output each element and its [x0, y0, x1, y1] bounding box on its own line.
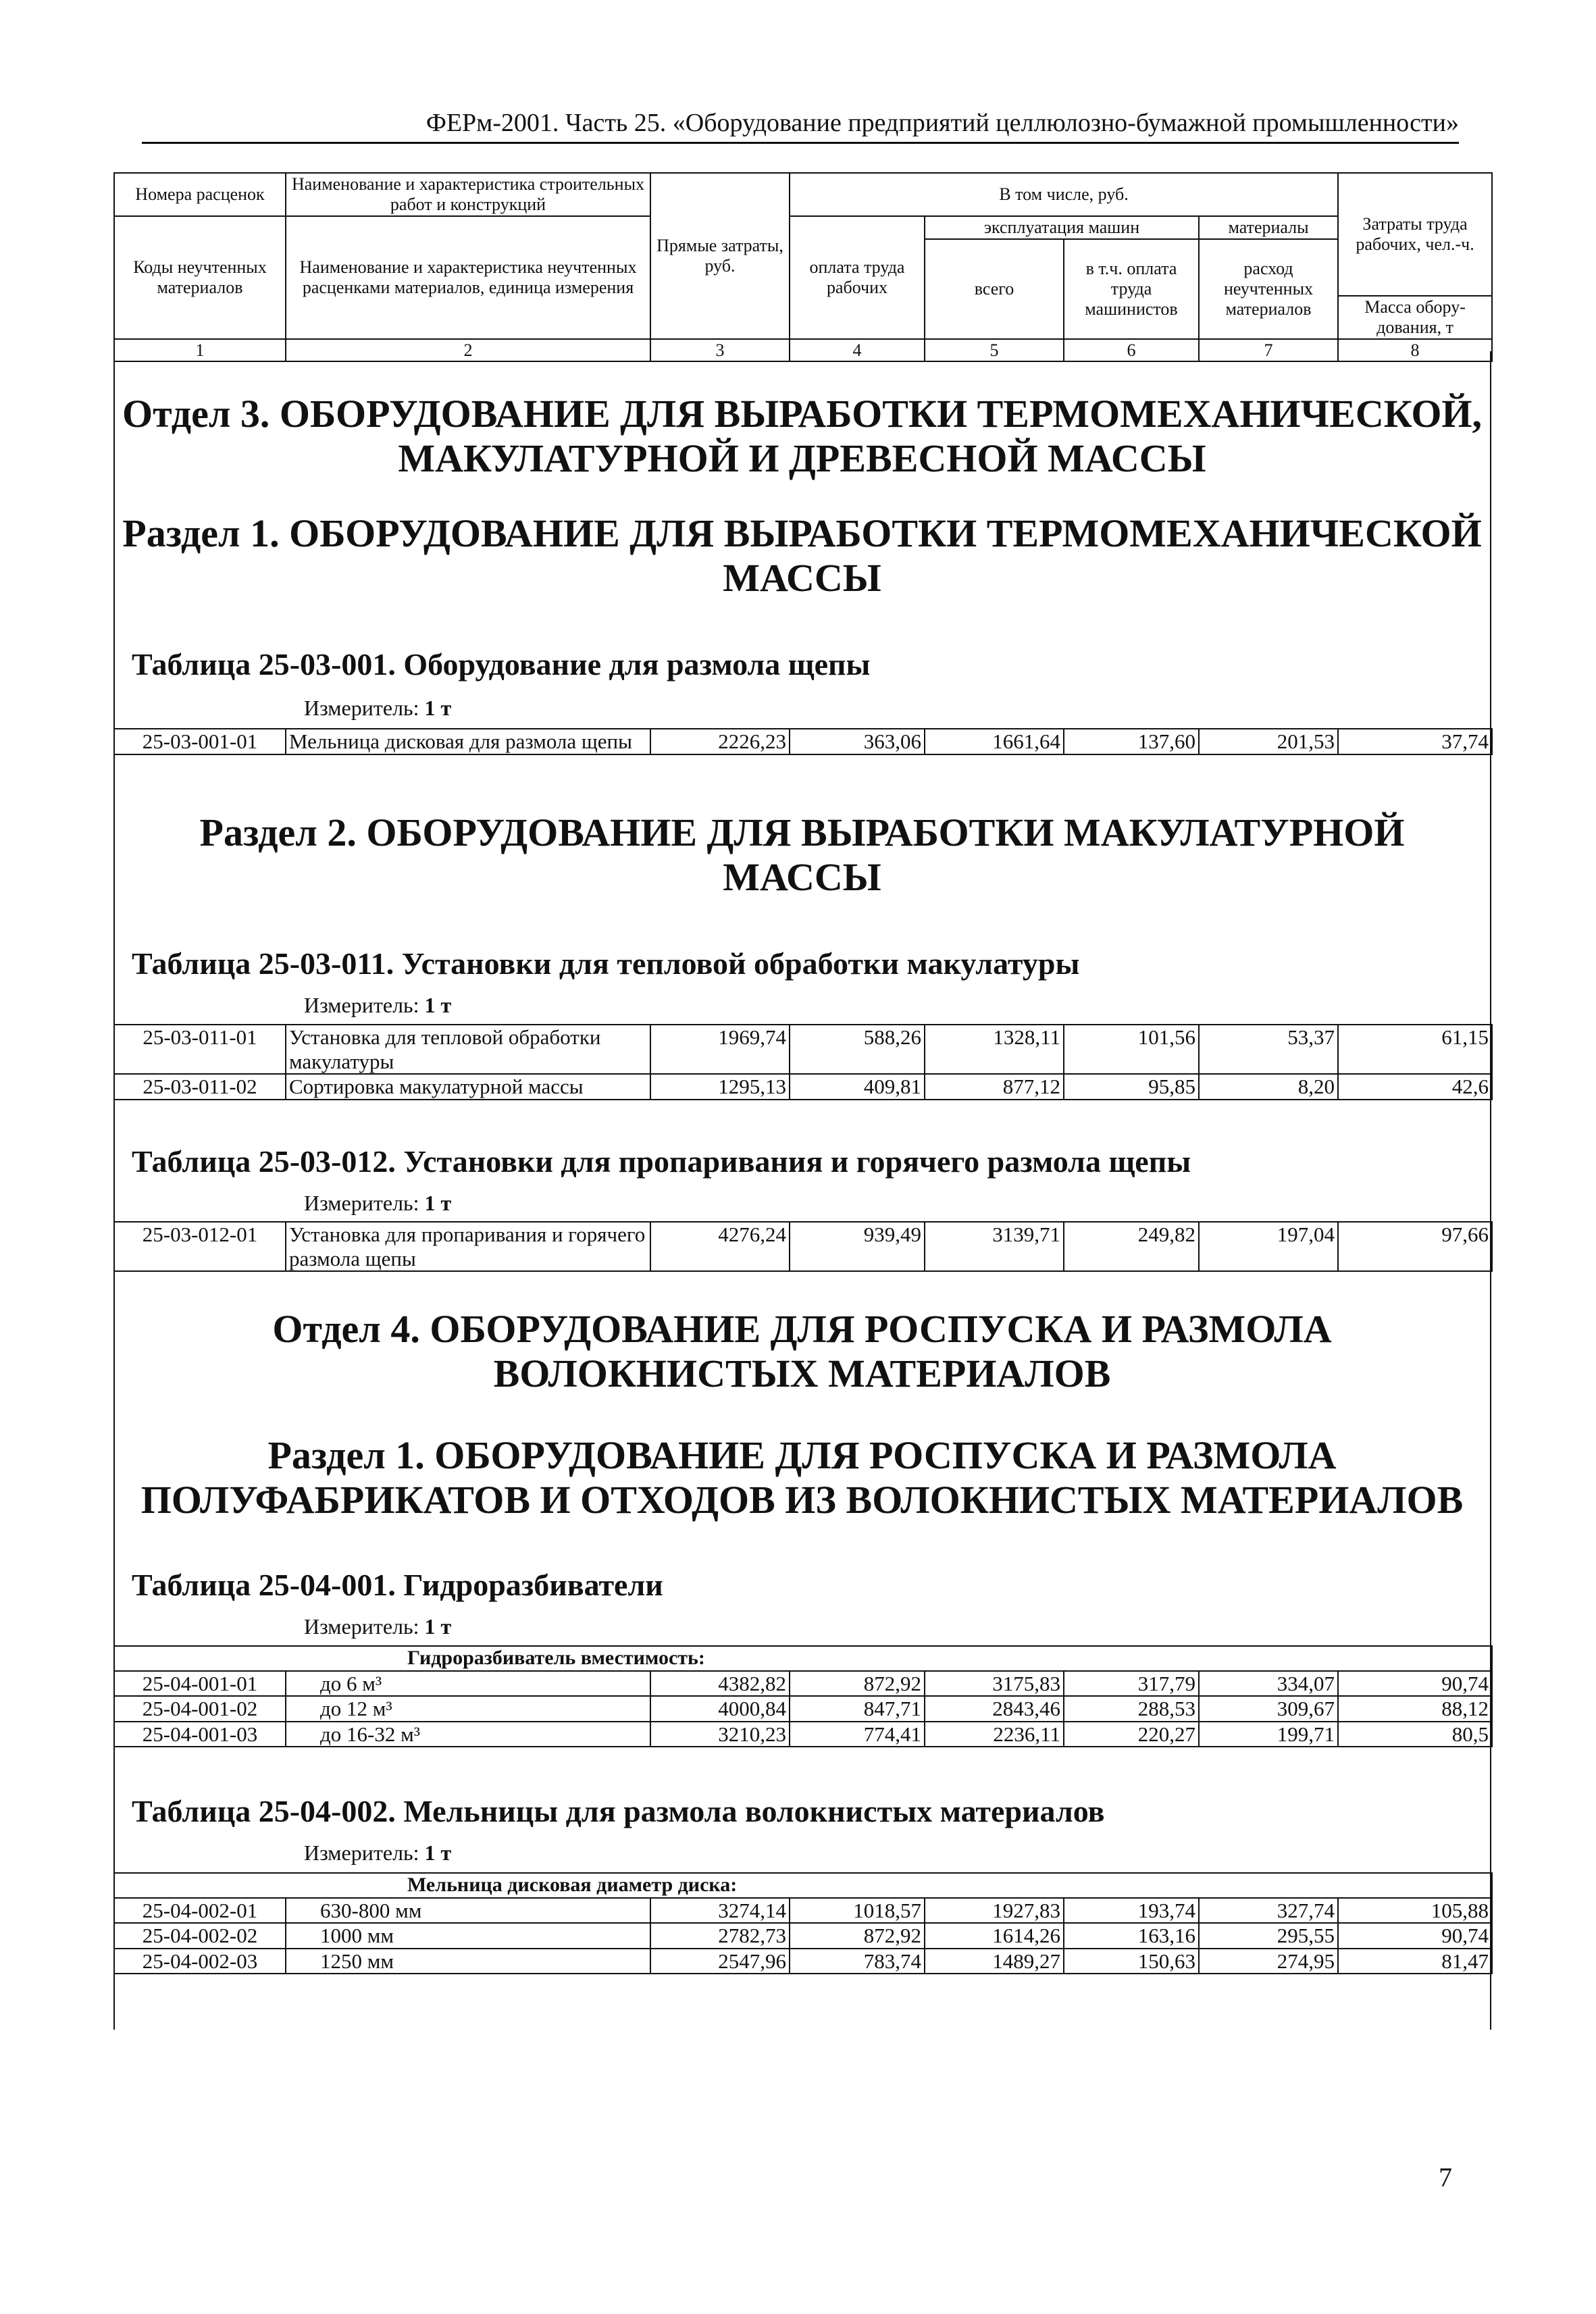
row-value: 137,60 — [1064, 729, 1199, 754]
otdel-4-heading: Отдел 4. ОБОРУДОВАНИЕ ДЛЯ РОСПУСКА И РАЗМОЛА ВОЛОКНИСТЫХ МАТЕРИАЛОВ — [272, 1307, 1332, 1396]
row-value: 37,74 — [1338, 729, 1492, 754]
row-value: 409,81 — [790, 1074, 925, 1100]
row-value: 588,26 — [790, 1025, 925, 1074]
row-name: до 6 м³ — [286, 1671, 650, 1697]
row-value: 80,5 — [1338, 1722, 1492, 1747]
row-code: 25-04-002-01 — [114, 1898, 286, 1924]
row-value: 3210,23 — [650, 1722, 790, 1747]
row-value: 88,12 — [1338, 1696, 1492, 1722]
otdel-3-heading: Отдел 3. ОБОРУДОВАНИЕ ДЛЯ ВЫРАБОТКИ ТЕРМОМЕХАНИЧЕСКОЙ, МАКУЛАТУРНОЙ И ДРЕВЕСНОЙ МАССЫ — [122, 392, 1483, 481]
row-value: 90,74 — [1338, 1923, 1492, 1949]
row-value: 163,16 — [1064, 1923, 1199, 1949]
row-code: 25-03-012-01 — [114, 1222, 286, 1271]
row-code: 25-04-001-01 — [114, 1671, 286, 1697]
group-label: Гидроразбиватель вместимость: — [286, 1646, 1492, 1671]
table-row — [114, 1671, 1492, 1697]
row-value: 1295,13 — [650, 1074, 790, 1100]
table-title: Таблица 25-03-001. Оборудование для размола щепы — [132, 647, 871, 682]
row-name: Установка для пропаривания и горячего размола щепы — [286, 1222, 650, 1271]
row-value: 939,49 — [790, 1222, 925, 1271]
row-name: 1250 мм — [286, 1949, 650, 1974]
row-value: 8,20 — [1199, 1074, 1338, 1100]
table-title: Таблица 25-03-011. Установки для тепловой обработки макулатуры — [132, 946, 1080, 981]
unit-label: Измеритель: 1 т — [304, 993, 452, 1017]
row-value: 4000,84 — [650, 1696, 790, 1722]
unit-label: Измеритель: 1 т — [304, 696, 452, 720]
row-name: Мельница дисковая для размола щепы — [286, 729, 650, 754]
row-value: 1927,83 — [925, 1898, 1064, 1924]
table-25-03-012 — [113, 1221, 1493, 1272]
row-value: 295,55 — [1199, 1923, 1338, 1949]
row-value: 1614,26 — [925, 1923, 1064, 1949]
row-value: 220,27 — [1064, 1722, 1199, 1747]
razdel-2-heading: Раздел 2. ОБОРУДОВАНИЕ ДЛЯ ВЫРАБОТКИ МАКУЛАТУРНОЙ МАССЫ — [199, 811, 1405, 900]
table-row — [114, 1696, 1492, 1722]
header-naimenovanie-mat: Наименование и характеристика неучтенных расценками материалов, единица измерения — [286, 216, 650, 339]
unit-label: Измеритель: 1 т — [304, 1191, 452, 1215]
row-value: 1661,64 — [925, 729, 1064, 754]
row-value: 101,56 — [1064, 1025, 1199, 1074]
row-value: 2236,11 — [925, 1722, 1064, 1747]
row-code: 25-03-011-01 — [114, 1025, 286, 1074]
razdel-1-heading: Раздел 1. ОБОРУДОВАНИЕ ДЛЯ ВЫРАБОТКИ ТЕРМОМЕХАНИЧЕСКОЙ МАССЫ — [122, 511, 1482, 600]
row-value: 4276,24 — [650, 1222, 790, 1271]
running-head: ФЕРм-2001. Часть 25. «Оборудование предприятий целлюлозно-бумажной промышленности» — [142, 108, 1459, 144]
header-v-tom-chisle: В том числе, руб. — [790, 173, 1338, 216]
row-value: 847,71 — [790, 1696, 925, 1722]
row-value: 327,74 — [1199, 1898, 1338, 1924]
row-code: 25-03-001-01 — [114, 729, 286, 754]
row-code: 25-03-011-02 — [114, 1074, 286, 1100]
header-col-number: 4 — [790, 339, 925, 362]
row-value: 97,66 — [1338, 1222, 1492, 1271]
table-row — [114, 1949, 1492, 1974]
row-value: 42,6 — [1338, 1074, 1492, 1100]
table-row — [114, 729, 1492, 754]
row-name: 630-800 мм — [286, 1898, 650, 1924]
header-col-number: 8 — [1338, 339, 1492, 362]
row-value: 1328,11 — [925, 1025, 1064, 1074]
row-value: 4382,82 — [650, 1671, 790, 1697]
razdel-4-1-heading: Раздел 1. ОБОРУДОВАНИЕ ДЛЯ РОСПУСКА И РАЗМОЛА ПОЛУФАБРИКАТОВ И ОТХОДОВ ИЗ ВОЛОКНИСТЫХ МАТЕРИАЛОВ — [140, 1433, 1464, 1522]
column-header-table — [113, 172, 1493, 362]
row-value: 309,67 — [1199, 1696, 1338, 1722]
row-name: Установка для тепловой обработки макулатуры — [286, 1025, 650, 1074]
row-value: 193,74 — [1064, 1898, 1199, 1924]
page-number: 7 — [1439, 2162, 1452, 2192]
row-name: до 12 м³ — [286, 1696, 650, 1722]
row-value: 199,71 — [1199, 1722, 1338, 1747]
table-25-04-002 — [113, 1872, 1493, 1974]
row-value: 197,04 — [1199, 1222, 1338, 1271]
header-kody: Коды неучтенных материалов — [114, 216, 286, 339]
row-value: 872,92 — [790, 1671, 925, 1697]
header-naimenovanie-rabot: Наименование и характеристика строительных работ и конструкций — [286, 173, 650, 216]
header-pryamye: Прямые затраты, руб. — [650, 173, 790, 339]
header-vsego: всего — [925, 239, 1064, 339]
header-vtch: в т.ч. оплата труда машинистов — [1064, 239, 1199, 339]
row-value: 53,37 — [1199, 1025, 1338, 1074]
row-code: 25-04-002-03 — [114, 1949, 286, 1974]
unit-label: Измеритель: 1 т — [304, 1614, 452, 1639]
unit-label: Измеритель: 1 т — [304, 1841, 452, 1865]
row-value: 2226,23 — [650, 729, 790, 754]
table-25-03-011 — [113, 1024, 1493, 1100]
row-value: 249,82 — [1064, 1222, 1199, 1271]
row-value: 877,12 — [925, 1074, 1064, 1100]
header-col-number: 7 — [1199, 339, 1338, 362]
group-label: Мельница дисковая диаметр диска: — [286, 1873, 1492, 1898]
row-value: 3175,83 — [925, 1671, 1064, 1697]
row-value: 105,88 — [1338, 1898, 1492, 1924]
header-col-number: 6 — [1064, 339, 1199, 362]
header-col-number: 5 — [925, 339, 1064, 362]
header-col-number: 3 — [650, 339, 790, 362]
row-value: 363,06 — [790, 729, 925, 754]
row-value: 90,74 — [1338, 1671, 1492, 1697]
row-name: до 16-32 м³ — [286, 1722, 650, 1747]
row-value: 334,07 — [1199, 1671, 1338, 1697]
header-ekspl-mashin: эксплуатация машин — [925, 216, 1199, 239]
row-value: 61,15 — [1338, 1025, 1492, 1074]
table-row — [114, 1898, 1492, 1924]
row-value: 2547,96 — [650, 1949, 790, 1974]
row-value: 81,47 — [1338, 1949, 1492, 1974]
header-rashod: расход неучтенных материалов — [1199, 239, 1338, 339]
table-25-04-001 — [113, 1645, 1493, 1747]
header-massa: Масса обору-дования, т — [1338, 296, 1492, 339]
row-value: 288,53 — [1064, 1696, 1199, 1722]
row-value: 1969,74 — [650, 1025, 790, 1074]
table-25-03-001 — [113, 728, 1493, 755]
header-nomera: Номера расценок — [114, 173, 286, 216]
header-zatraty-truda: Затраты труда рабочих, чел.-ч. — [1338, 173, 1492, 296]
header-col-number: 1 — [114, 339, 286, 362]
group-row — [114, 1873, 1492, 1898]
row-value: 95,85 — [1064, 1074, 1199, 1100]
header-col-number: 2 — [286, 339, 650, 362]
row-code: 25-04-001-03 — [114, 1722, 286, 1747]
row-value: 317,79 — [1064, 1671, 1199, 1697]
row-value: 3139,71 — [925, 1222, 1064, 1271]
row-value: 2782,73 — [650, 1923, 790, 1949]
row-name: Сортировка макулатурной массы — [286, 1074, 650, 1100]
row-value: 201,53 — [1199, 729, 1338, 754]
table-title: Таблица 25-04-002. Мельницы для размола волокнистых материалов — [132, 1794, 1105, 1828]
table-row — [114, 1074, 1492, 1100]
header-oplata-truda: оплата труда рабочих — [790, 216, 925, 339]
row-value: 783,74 — [790, 1949, 925, 1974]
group-row — [114, 1646, 1492, 1671]
row-value: 1018,57 — [790, 1898, 925, 1924]
table-row — [114, 1222, 1492, 1271]
row-value: 774,41 — [790, 1722, 925, 1747]
row-value: 1489,27 — [925, 1949, 1064, 1974]
table-row — [114, 1025, 1492, 1074]
row-value: 3274,14 — [650, 1898, 790, 1924]
row-value: 872,92 — [790, 1923, 925, 1949]
row-value: 274,95 — [1199, 1949, 1338, 1974]
row-name: 1000 мм — [286, 1923, 650, 1949]
table-row — [114, 1722, 1492, 1747]
table-row — [114, 1923, 1492, 1949]
row-code: 25-04-001-02 — [114, 1696, 286, 1722]
table-title: Таблица 25-03-012. Установки для пропаривания и горячего размола щепы — [132, 1144, 1191, 1179]
row-value: 2843,46 — [925, 1696, 1064, 1722]
table-title: Таблица 25-04-001. Гидроразбиватели — [132, 1568, 663, 1602]
header-materialy: материалы — [1199, 216, 1338, 239]
row-code: 25-04-002-02 — [114, 1923, 286, 1949]
row-value: 150,63 — [1064, 1949, 1199, 1974]
